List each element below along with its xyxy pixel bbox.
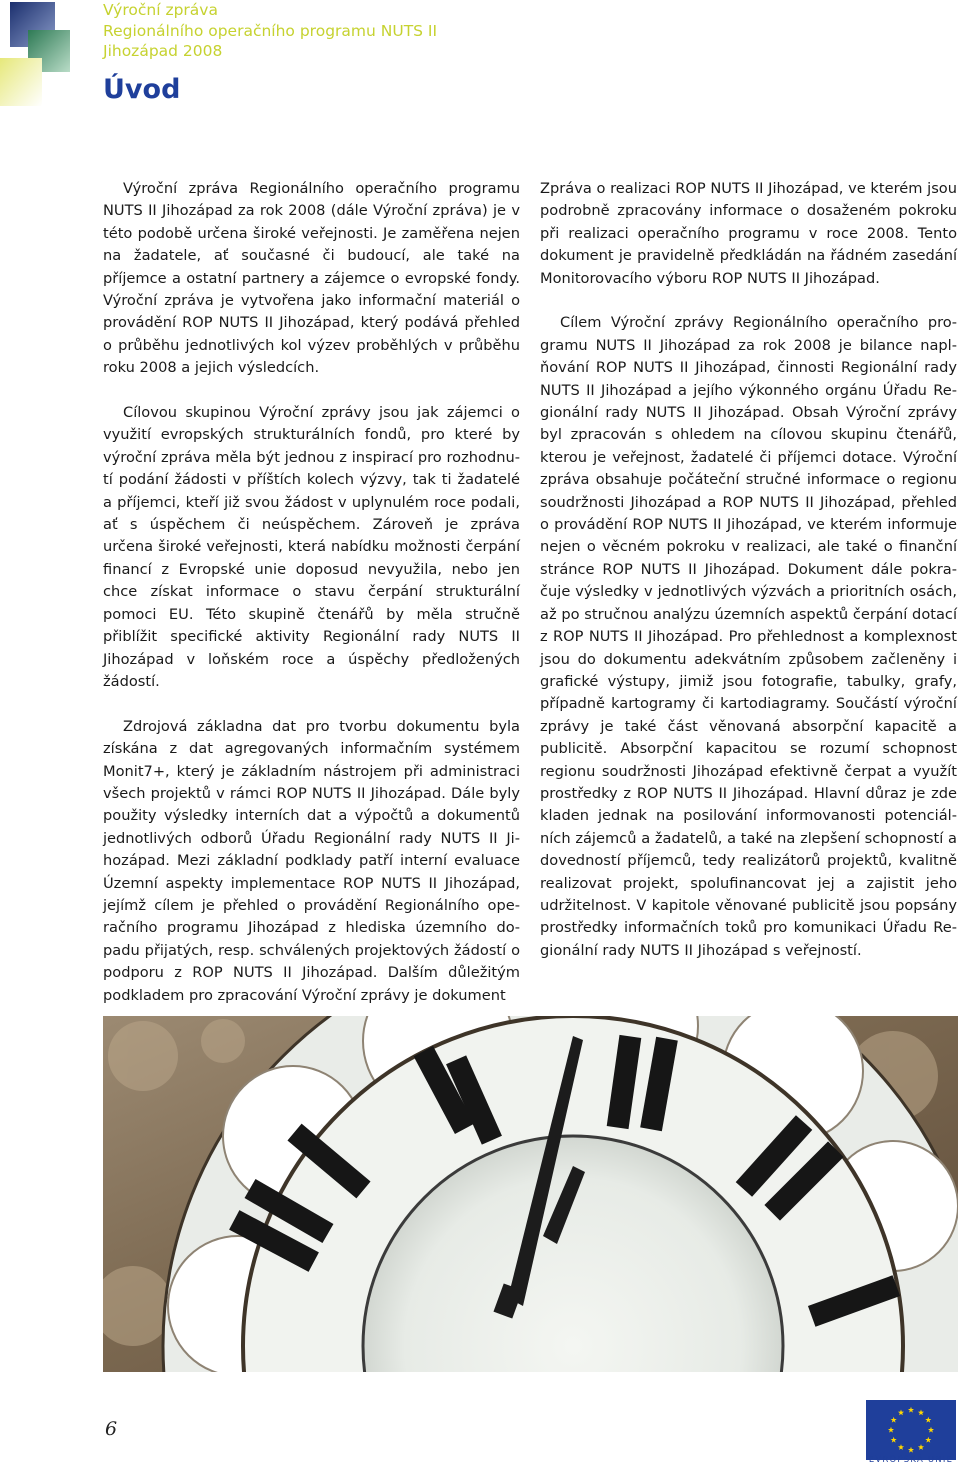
eu-label: EVROPSKÁ UNIE (868, 1455, 954, 1465)
clock-face-photo (103, 1016, 958, 1372)
paragraph: Cílovou skupinou Výroční zprávy jsou jak zájemci o využití evropských strukturálních fondů, pro které by výroční zpráva měla být jednou z inspirací pro rozhodnutí podání žádosti v příštích kolech výzvy, tak ti žadatelé a příjemci, kteří již svou žádost v uplynulém roce podali, ať s úspěchem či neúspěchem. Zároveň je zpráva určena široké veřejnosti, která nabídku možnosti čerpání financí z Evropské unie doposud nevyužila, nebo jen chce získat informace o stavu čerpání strukturální pomoci EU. Této skupině čtenářů by měla stručně přiblížit specifické aktivity Regionální rady NUTS II Jihozápad v loňském roce a úspěchy předložených žádostí. (103, 404, 520, 690)
document-header (103, 0, 437, 62)
paragraph: Cílem Výroční zprávy Regionálního operačního programu NUTS II Jihozápad za rok 2008 je bilance naplňování ROP NUTS II Jihozápad, činnosti Regionální rady NUTS II Jihozápad a jejího výkonného orgánu Úřadu Regionální rady NUTS II Jihozápad. Obsah Výroční zprávy byl zpracován s ohledem na cílovou skupinu čtenářů, kterou je veřejnost, žadatelé či příjemci dotace. Výroční zpráva obsahuje počáteční stručné informace o regionu soudržnosti Jihozápad a ROP NUTS II Jihozápad, přehled o provádění ROP NUTS II Jihozápad, ve kterém informuje nejen o věcném pokroku v realizaci, ale také o finanční stránce ROP NUTS II Jihozápad. Dokument dále pokračuje výsledky v jednotlivých výzvách a prioritních osách, až po stručnou analýzu územních aspektů čerpání dotací z ROP NUTS II Jihozápad. Pro přehlednost a komplexnost jsou do dokumentu adekvátním způsobem začleněny i grafické výstupy, jimiž jsou fotografie, tabulky, grafy, případně kartogramy či kartodiagramy. Součástí výroční zprávy je také část věnovaná absorpční kapacitě a publicitě. Absorpční kapacitou se rozumí schopnost regionu soudržnosti Jihozápad efektivně čerpat a využít prostředky z ROP NUTS II Jihozápad. Hlavní důraz je zde kladen jednak na posilování informovanosti potenciálních zájemců a žadatelů, a také na zlepšení schopností a dovedností příjemců, tedy realizátorů projektů, kvalitně realizovat projekt, spolufinancovat jej a zajistit jeho udržitelnost. V kapitole věnované publicitě jsou popsány prostředky informačních toků pro komunikaci Úřadu Regionální rady NUTS II Jihozápad s veřejností. (540, 314, 957, 959)
header-line-1: Výroční zpráva (103, 1, 218, 19)
page-number: 6 (105, 1418, 118, 1440)
header-line-3: Jihozápad 2008 (103, 42, 223, 60)
corner-squares-logo (0, 0, 80, 110)
paragraph: Zdrojová základna dat pro tvorbu dokumentu byla získána z dat agregovaných informačním systémem Monit7+, který je základním nástrojem při administraci všech projektů v rámci ROP NUTS II Jihozápad. Dále byly použity výsledky interních dat a výpočtů a dokumentů jednotlivých odborů Úřadu Regionální rady NUTS II Jihozápad. Mezi základní podklady patří interní evaluace Územní aspekty implementace ROP NUTS II Jihozápad, jejímž cílem je přehled o provádění Regionálního operačního programu Jihozápad z hlediska územního dopadu přijatých, resp. schválených projektových žádostí o podporu z ROP NUTS II Jihozápad. Dalším důležitým podkladem pro zpracování Výroční zprávy je dokument (103, 717, 520, 1004)
right-text-column (540, 178, 957, 985)
paragraph: Výroční zpráva Regionálního operačního programu NUTS II Jihozápad za rok 2008 (dále Výroční zpráva) je v této podobě určena široké veřejnosti. Je zaměřena nejen na žadatele, ať současné či budoucí, ale také na příjemce a ostatní partnery a zájemce o evropské fondy. Výroční zpráva je vytvořena jako informační materiál o provádění ROP NUTS II Jihozápad, který podává přehled o průběhu jednotlivých kol výzev proběhlých v průběhu roku 2008 a jejich výsledcích. (103, 180, 520, 377)
left-text-column (103, 178, 520, 1007)
page-title: Úvod (103, 74, 181, 105)
paragraph: Zpráva o realizaci ROP NUTS II Jihozápad, ve kterém jsou podrobně zpracovány informace o dosaženém pokroku při realizaci operačního programu v roce 2008. Tento dokument je pravidelně předkládán na řádném zasedání Monitorovacího výboru ROP NUTS II Jihozápad. (540, 180, 957, 287)
header-line-2: Regionálního operačního programu NUTS II (103, 21, 438, 40)
